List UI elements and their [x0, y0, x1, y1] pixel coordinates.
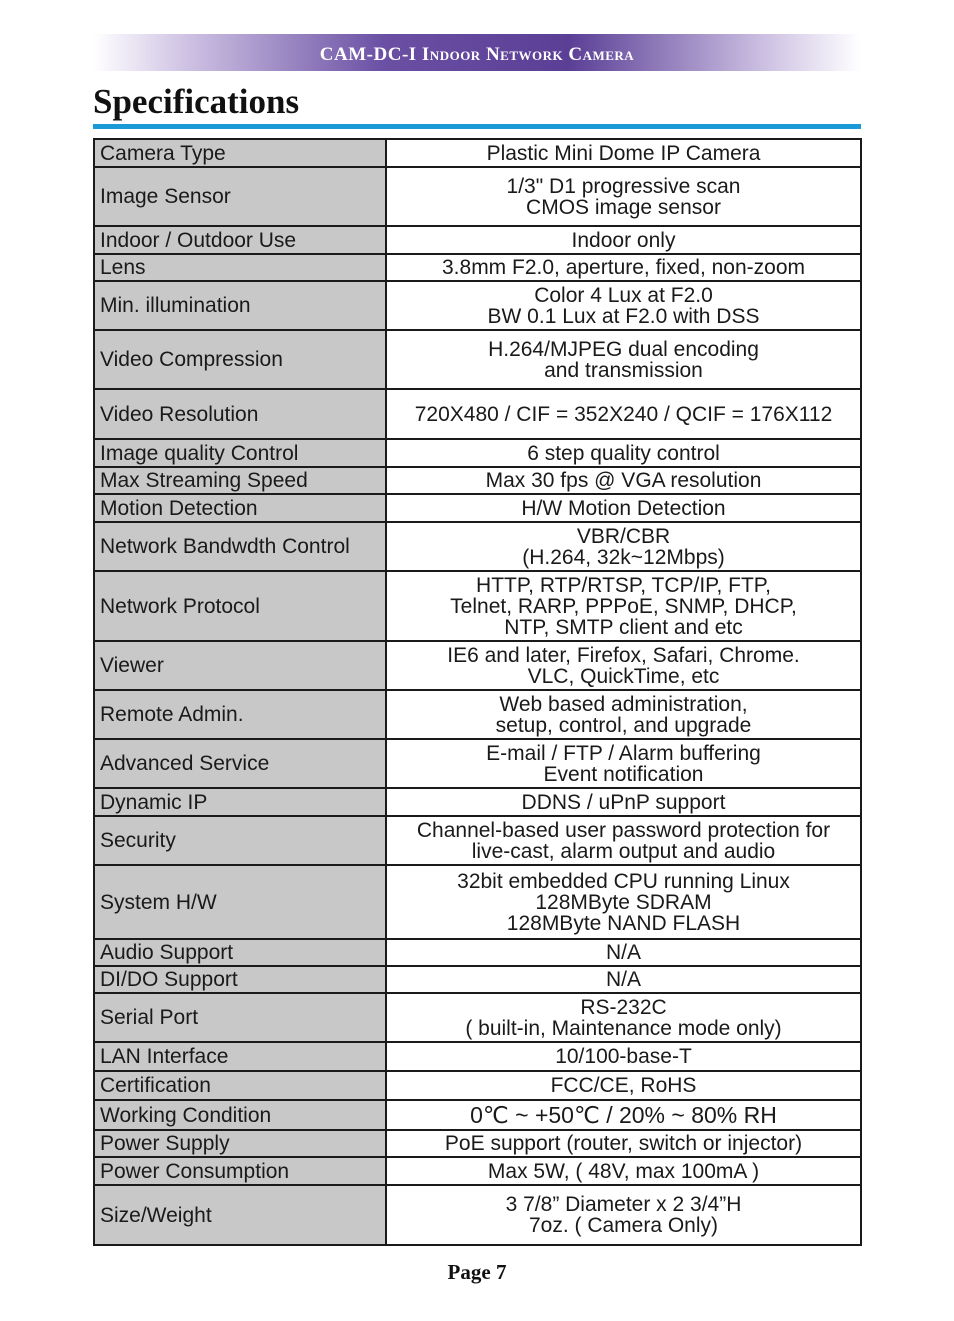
spec-value-line: and transmission	[544, 358, 703, 382]
title-rule	[93, 124, 861, 129]
spec-value	[386, 865, 861, 939]
spec-label: Video Compression	[94, 330, 386, 389]
spec-value-line: N/A	[605, 941, 641, 964]
table-row	[94, 816, 861, 865]
spec-value-line: Event notification	[543, 762, 704, 786]
spec-value	[386, 1071, 861, 1100]
spec-value-line: DDNS / uPnP support	[521, 790, 726, 814]
spec-value	[386, 494, 861, 522]
spec-value-line: Color 4 Lux at F2.0	[534, 283, 713, 307]
spec-label: Serial Port	[94, 993, 386, 1042]
spec-value-line: RS-232C	[580, 995, 667, 1019]
table-row	[94, 1157, 861, 1185]
spec-value-line: CMOS image sensor	[526, 195, 721, 219]
table-row	[94, 167, 861, 226]
table-row	[94, 467, 861, 494]
spec-value	[386, 1157, 861, 1185]
spec-label: Indoor / Outdoor Use	[94, 226, 386, 254]
spec-value-line: PoE support (router, switch or injector)	[444, 1132, 803, 1155]
table-row	[94, 1042, 861, 1071]
page-title: Specifications	[93, 82, 300, 121]
spec-value	[386, 167, 861, 226]
spec-label: Security	[94, 816, 386, 865]
spec-value	[386, 739, 861, 788]
page-number: Page 7	[447, 1260, 507, 1284]
spec-label: System H/W	[94, 865, 386, 939]
spec-value	[386, 467, 861, 494]
spec-value	[386, 330, 861, 389]
spec-value-line: live-cast, alarm output and audio	[471, 839, 776, 863]
table-row	[94, 254, 861, 281]
table-row	[94, 439, 861, 467]
table-row	[94, 1185, 861, 1245]
spec-label: Advanced Service	[94, 739, 386, 788]
spec-value-line: Max 5W, ( 48V, max 100mA )	[487, 1159, 760, 1183]
spec-value	[386, 281, 861, 330]
spec-value-line: Web based administration,	[499, 692, 748, 716]
spec-value	[386, 1130, 861, 1157]
table-row	[94, 690, 861, 739]
spec-value	[386, 1100, 861, 1130]
spec-value	[386, 389, 861, 439]
spec-value-line: Channel-based user password protection for	[416, 818, 831, 842]
spec-value-line: setup, control, and upgrade	[495, 713, 752, 737]
spec-value	[386, 993, 861, 1042]
spec-label: Max Streaming Speed	[94, 467, 386, 494]
spec-value-line: FCC/CE, RoHS	[550, 1074, 697, 1097]
spec-value-line: E-mail / FTP / Alarm buffering	[486, 741, 761, 765]
table-row	[94, 571, 861, 641]
spec-value-line: 3 7/8” Diameter x 2 3/4”H	[505, 1193, 742, 1216]
table-row	[94, 993, 861, 1042]
table-row	[94, 1100, 861, 1130]
table-row	[94, 281, 861, 330]
spec-value-line: 7oz. ( Camera Only)	[528, 1214, 719, 1237]
spec-value-line: 32bit embedded CPU running Linux	[457, 869, 790, 893]
spec-value	[386, 939, 861, 966]
spec-label: Power Supply	[94, 1130, 386, 1157]
spec-label: Network Protocol	[94, 571, 386, 641]
spec-value	[386, 966, 861, 993]
spec-value-line: Indoor only	[571, 228, 676, 252]
spec-value-line: 1/3" D1 progressive scan	[506, 174, 741, 198]
spec-value-line: ( built-in, Maintenance mode only)	[465, 1016, 782, 1040]
spec-value-line: VBR/CBR	[576, 524, 671, 548]
spec-value-line: H.264/MJPEG dual encoding	[488, 337, 759, 361]
table-row	[94, 966, 861, 993]
spec-value	[386, 1185, 861, 1245]
table-row	[94, 494, 861, 522]
spec-label: Camera Type	[94, 139, 386, 167]
spec-label: Video Resolution	[94, 389, 386, 439]
spec-value-line: 0℃ ~ +50℃ / 20% ~ 80% RH	[470, 1101, 777, 1128]
table-row	[94, 1071, 861, 1100]
spec-label: Min. illumination	[94, 281, 386, 330]
header-band	[93, 34, 861, 71]
spec-value	[386, 254, 861, 281]
spec-label: LAN Interface	[94, 1042, 386, 1071]
table-row	[94, 865, 861, 939]
spec-value-line: VLC, QuickTime, etc	[527, 664, 720, 688]
spec-value	[386, 571, 861, 641]
spec-value	[386, 439, 861, 467]
spec-label: Image Sensor	[94, 167, 386, 226]
spec-value-line: 720X480 / CIF = 352X240 / QCIF = 176X112	[414, 402, 833, 426]
spec-label: Motion Detection	[94, 494, 386, 522]
spec-value-line: HTTP, RTP/RTSP, TCP/IP, FTP,	[476, 573, 771, 597]
table-row	[94, 641, 861, 690]
spec-label: Certification	[94, 1071, 386, 1100]
spec-value-line: 10/100-base-T	[555, 1045, 692, 1068]
spec-value	[386, 226, 861, 254]
spec-value-line: NTP, SMTP client and etc	[504, 615, 743, 639]
spec-label: Working Condition	[94, 1100, 386, 1130]
table-row	[94, 389, 861, 439]
spec-value-line: Plastic Mini Dome IP Camera	[486, 141, 761, 165]
spec-value	[386, 788, 861, 816]
table-row	[94, 522, 861, 571]
spec-value-line: IE6 and later, Firefox, Safari, Chrome.	[447, 643, 800, 667]
spec-value-line: 128MByte NAND FLASH	[506, 911, 741, 935]
table-row	[94, 1130, 861, 1157]
spec-value	[386, 641, 861, 690]
spec-label: DI/DO Support	[94, 966, 386, 993]
table-row	[94, 330, 861, 389]
spec-value	[386, 690, 861, 739]
table-row	[94, 939, 861, 966]
spec-value	[386, 139, 861, 167]
spec-value-line: 128MByte SDRAM	[535, 890, 712, 914]
spec-value-line: Telnet, RARP, PPPoE, SNMP, DHCP,	[450, 594, 797, 618]
spec-label: Remote Admin.	[94, 690, 386, 739]
specifications-table	[93, 138, 862, 1246]
spec-value-line: H/W Motion Detection	[521, 496, 726, 520]
table-row	[94, 226, 861, 254]
specifications-table-body	[94, 139, 861, 1245]
spec-value	[386, 1042, 861, 1071]
spec-value	[386, 522, 861, 571]
table-row	[94, 739, 861, 788]
table-row	[94, 788, 861, 816]
spec-label: Size/Weight	[94, 1185, 386, 1245]
spec-value-line: 3.8mm F2.0, aperture, fixed, non-zoom	[442, 256, 805, 279]
spec-label: Power Consumption	[94, 1157, 386, 1185]
spec-label: Network Bandwdth Control	[94, 522, 386, 571]
spec-value-line: Max 30 fps @ VGA resolution	[485, 469, 762, 492]
spec-value-line: 6 step quality control	[527, 441, 720, 465]
spec-value	[386, 816, 861, 865]
header-title: CAM-DC-I Indoor Network Camera	[319, 44, 635, 65]
spec-label: Dynamic IP	[94, 788, 386, 816]
spec-label: Lens	[94, 254, 386, 281]
spec-value-line: BW 0.1 Lux at F2.0 with DSS	[487, 304, 760, 328]
spec-label: Image quality Control	[94, 439, 386, 467]
spec-label: Audio Support	[94, 939, 386, 966]
table-row	[94, 139, 861, 167]
spec-label: Viewer	[94, 641, 386, 690]
spec-value-line: (H.264, 32k~12Mbps)	[522, 545, 725, 569]
spec-value-line: N/A	[605, 968, 641, 991]
